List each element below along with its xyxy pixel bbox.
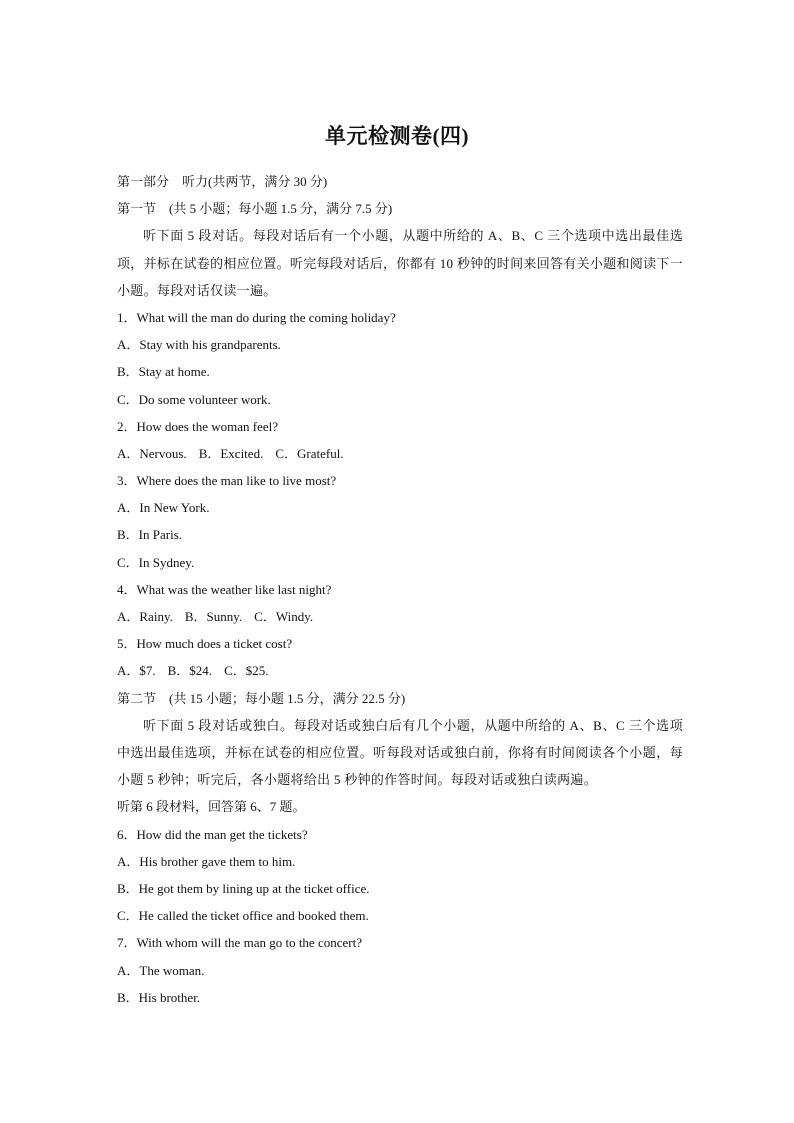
option-b: B．Excited. <box>198 445 264 461</box>
page-title: 单元检测卷(四) <box>325 124 469 148</box>
option-a: A．$7. <box>117 663 156 679</box>
question-2: 2．How does the woman feel? <box>117 418 279 434</box>
option-b: B．Sunny. <box>184 609 243 625</box>
option-b: B．Stay at home. <box>117 364 210 380</box>
option-a: A．Nervous. <box>117 445 187 461</box>
option-c: C．Grateful. <box>275 445 344 461</box>
option-b: B．His brother. <box>117 989 201 1005</box>
options-row <box>117 440 683 467</box>
question-1: 1．What will the man do during the coming holiday? <box>117 309 396 325</box>
section-heading: 第二节 (共 15 小题；每小题 1.5 分，满分 22.5 分) <box>117 690 406 706</box>
question-5: 5．How much does a ticket cost? <box>117 636 293 652</box>
option-a: A．In New York. <box>117 500 210 516</box>
question-3: 3．Where does the man like to live most? <box>117 473 337 489</box>
option-a: A．Stay with his grandparents. <box>117 337 281 353</box>
option-c: C．In Sydney. <box>117 554 195 570</box>
option-b: B．In Paris. <box>117 527 183 543</box>
listening-material-note: 听第 6 段材料，回答第 6、7 题。 <box>117 799 306 815</box>
option-a: A．The woman. <box>117 962 205 978</box>
question-6: 6．How did the man get the tickets? <box>117 826 308 842</box>
question-4: 4．What was the weather like last night? <box>117 581 332 597</box>
option-a: A．His brother gave them to him. <box>117 853 296 869</box>
option-b: B．$24. <box>167 663 213 679</box>
option-c: C．Do some volunteer work. <box>117 391 271 407</box>
option-a: A．Rainy. <box>117 609 173 625</box>
options-row <box>117 603 683 630</box>
exam-content <box>117 168 683 1011</box>
section-instructions: 听下面 5 段对话或独白。每段对话或独白后有几个小题，从题中所给的 A、B、C 三个选项中选出最佳选项，并标在试卷的相应位置。听每段对话或独白前，你将有时间阅读各个小题，每小题 5 秒钟；听完后，各小题将给出 5 秒钟的作答时间。每段对话或独白读两遍。 <box>117 717 683 788</box>
option-b: B．He got them by lining up at the ticket office. <box>117 880 370 896</box>
option-c: C．He called the ticket office and booked them. <box>117 908 369 924</box>
options-row <box>117 657 683 684</box>
option-c: C．Windy. <box>254 609 314 625</box>
section-heading: 第一节 (共 5 小题；每小题 1.5 分，满分 7.5 分) <box>117 201 393 217</box>
question-7: 7．With whom will the man go to the concert? <box>117 935 362 951</box>
part-heading: 第一部分 听力(共两节，满分 30 分) <box>117 174 328 189</box>
section-instructions: 听下面 5 段对话。每段对话后有一个小题，从题中所给的 A、B、C 三个选项中选出最佳选项，并标在试卷的相应位置。听完每段对话后，你都有 10 秒钟的时间来回答有关小题和阅读下一小题。每段对话仅读一遍。 <box>117 228 684 298</box>
option-c: C．$25. <box>224 663 269 679</box>
